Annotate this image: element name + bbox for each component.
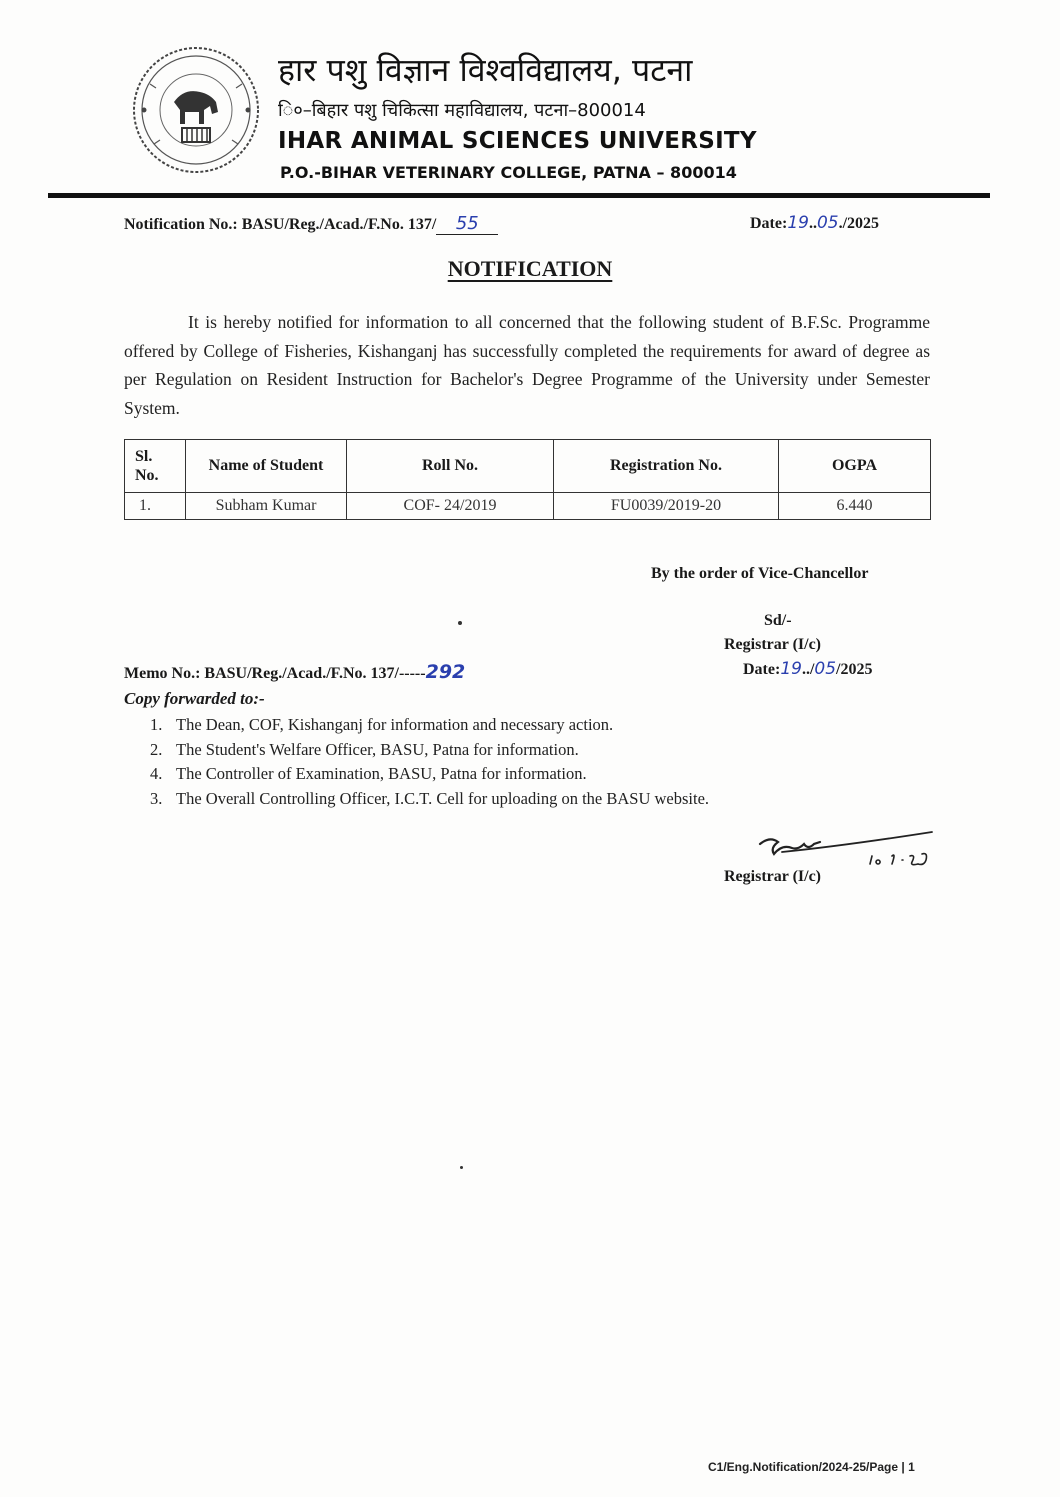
university-name: IHAR ANIMAL SCIENCES UNIVERSITY <box>278 128 757 154</box>
registrar-title: Registrar (I/c) <box>724 636 821 653</box>
date-sep: .. <box>808 215 817 232</box>
list-item <box>150 787 709 812</box>
date-month: 05 <box>816 213 839 233</box>
notification-number-handwritten: 55 <box>436 213 498 235</box>
stray-mark <box>460 1166 463 1169</box>
list-item <box>150 762 709 787</box>
table-row <box>125 493 931 520</box>
memo-label: Memo No.: BASU/Reg./Acad./F.No. 137/----- <box>124 665 426 682</box>
header-sl <box>125 440 186 493</box>
registrar-date-month: 05 <box>814 659 837 679</box>
sd-text: Sd/- <box>764 612 792 629</box>
header-sl-line2: No. <box>135 467 159 484</box>
registrar-date-year: /2025 <box>836 661 873 678</box>
list-item <box>150 738 709 763</box>
recipient-list <box>150 713 709 811</box>
date-day: 19 <box>787 213 809 233</box>
notification-date <box>750 213 879 233</box>
header-registration: Registration No. <box>554 440 779 493</box>
order-line: By the order of Vice-Chancellor <box>651 565 869 582</box>
university-address-hindi: ि०–बिहार पशु चिकित्सा महाविद्यालय, पटना–800014 <box>278 100 646 121</box>
cell-name: Subham Kumar <box>186 493 347 520</box>
university-seal-icon <box>130 44 262 176</box>
list-item-number: 1. <box>150 715 163 734</box>
registrar-date-day: 19 <box>780 659 802 679</box>
header-divider <box>48 193 990 198</box>
university-address: P.O.-BIHAR VETERINARY COLLEGE, PATNA – 800014 <box>280 163 737 182</box>
header-name: Name of Student <box>186 440 347 493</box>
header-sl-line1: Sl. <box>135 448 153 465</box>
list-item-number: 3. <box>150 788 163 808</box>
list-item-text: The Controller of Examination, BASU, Patna for information. <box>176 764 587 783</box>
date-year: ./2025 <box>838 215 880 232</box>
list-item-text: The Student's Welfare Officer, BASU, Patna for information. <box>176 739 579 759</box>
memo-handwritten: 292 <box>425 661 466 683</box>
page-title <box>0 256 1060 282</box>
university-name-hindi: हार पशु विज्ञान विश्वविद्यालय, पटना <box>278 51 693 89</box>
registrar-date: Date:19../05/2025 <box>743 659 873 679</box>
list-item-number: 2. <box>150 739 163 759</box>
page-footer-reference: C1/Eng.Notification/2024-25/Page | 1 <box>708 1460 915 1474</box>
cell-ogpa: 6.440 <box>779 493 931 520</box>
notification-number-label: Notification No.: BASU/Reg./Acad./F.No. 137/ <box>124 216 437 233</box>
page-title-text: NOTIFICATION <box>447 256 613 281</box>
notification-number <box>124 213 498 235</box>
list-item <box>150 713 709 738</box>
list-item-text: The Dean, COF, Kishanganj for information and necessary action. <box>176 715 614 734</box>
registrar-date-label: Date: <box>743 661 781 678</box>
stray-mark <box>458 621 462 625</box>
cell-registration: FU0039/2019-20 <box>554 493 779 520</box>
list-item-number: 4. <box>150 764 163 783</box>
student-table <box>124 439 931 520</box>
cell-roll: COF- 24/2019 <box>347 493 554 520</box>
copy-forwarded-heading: Copy forwarded to:- <box>124 689 265 708</box>
final-registrar-title: Registrar (I/c) <box>724 868 821 885</box>
header-roll: Roll No. <box>347 440 554 493</box>
list-item-text: The Overall Controlling Officer, I.C.T. Cell for uploading on the BASU website. <box>176 788 710 808</box>
handwritten-signature-icon <box>752 826 952 872</box>
notification-body: It is hereby notified for information to all concerned that the following student of B.F.Sc. Programme offered by College of Fisheries, Kishanganj has successfully completed the requirements for award of degree as per Regulation on Resident Instruction for Bachelor's Degree Programme of the University under Semester System. <box>124 312 930 418</box>
memo-number <box>124 661 465 683</box>
header-ogpa: OGPA <box>779 440 931 493</box>
date-label: Date: <box>750 215 788 232</box>
cell-sl: 1. <box>125 493 186 520</box>
table-header-row <box>125 440 931 493</box>
